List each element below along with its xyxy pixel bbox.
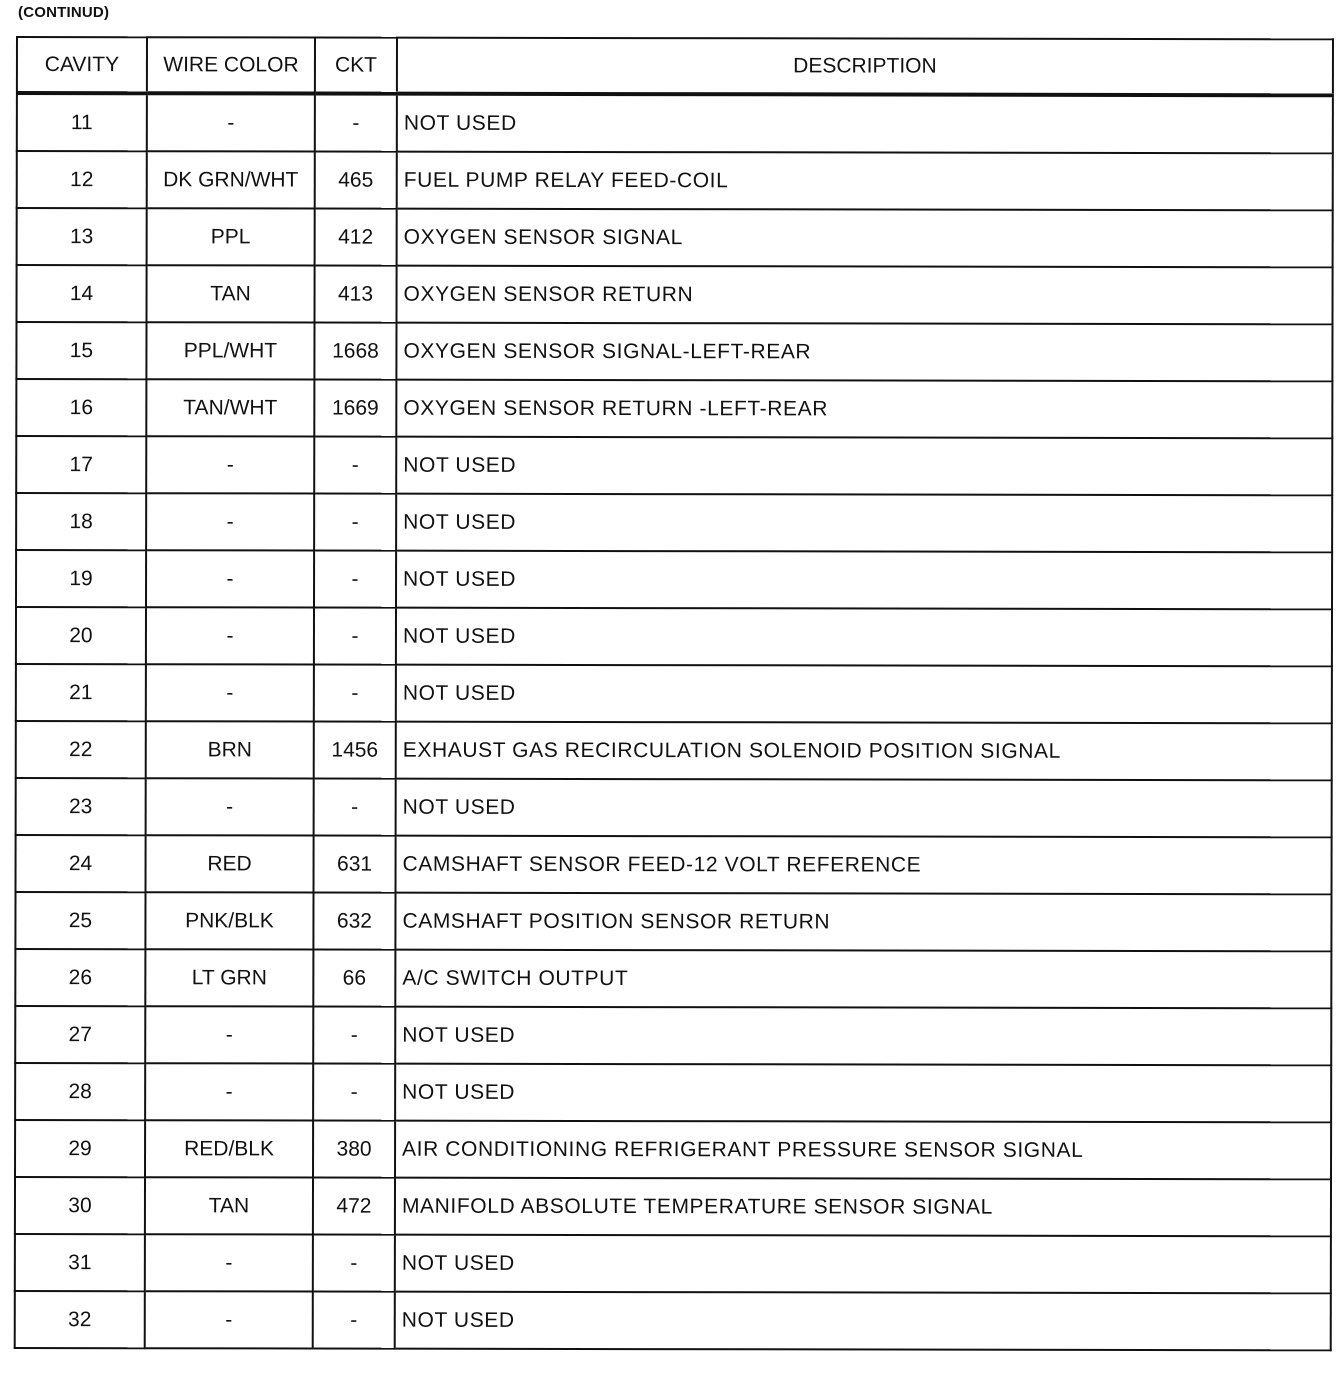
header-ckt: CKT — [315, 38, 397, 94]
cell-wire-color: - — [145, 1291, 313, 1348]
table-row — [15, 1006, 1331, 1065]
cell-cavity: 28 — [15, 1063, 145, 1120]
cell-description: NOT USED — [395, 1292, 1331, 1351]
table-row — [17, 151, 1333, 210]
cell-description: OXYGEN SENSOR RETURN -LEFT-REAR — [396, 380, 1332, 439]
cell-wire-color: TAN — [147, 265, 315, 322]
table-body — [15, 93, 1333, 1350]
cell-ckt: 632 — [313, 893, 395, 950]
cell-wire-color: - — [146, 607, 314, 664]
table-row — [15, 1063, 1331, 1122]
cell-description: MANIFOLD ABSOLUTE TEMPERATURE SENSOR SIGNAL — [395, 1178, 1331, 1237]
cell-cavity: 29 — [15, 1120, 145, 1177]
table-row — [17, 93, 1333, 153]
cell-description: OXYGEN SENSOR SIGNAL-LEFT-REAR — [396, 323, 1332, 382]
cell-cavity: 24 — [16, 835, 146, 892]
table-row — [15, 1291, 1331, 1350]
cell-wire-color: TAN — [145, 1177, 313, 1234]
cell-cavity: 22 — [16, 721, 146, 778]
table-row — [16, 322, 1332, 381]
cell-cavity: 17 — [16, 436, 146, 493]
cell-description: NOT USED — [395, 1064, 1331, 1123]
cell-ckt: - — [313, 1064, 395, 1121]
cell-cavity: 14 — [17, 265, 147, 322]
cell-cavity: 26 — [15, 949, 145, 1006]
cell-description: FUEL PUMP RELAY FEED-COIL — [397, 152, 1333, 211]
cell-ckt: - — [313, 1007, 395, 1064]
table-row — [16, 835, 1332, 894]
cell-ckt: - — [314, 665, 396, 722]
cell-wire-color: - — [146, 493, 314, 550]
cell-ckt: - — [314, 437, 396, 494]
cell-cavity: 18 — [16, 493, 146, 550]
cell-wire-color: BRN — [146, 721, 314, 778]
cell-ckt: - — [314, 494, 396, 551]
cell-description: NOT USED — [397, 94, 1333, 154]
cell-cavity: 15 — [16, 322, 146, 379]
cell-ckt: 1668 — [314, 323, 396, 380]
table-header — [17, 37, 1333, 95]
cell-ckt: 1669 — [314, 380, 396, 437]
table-row — [16, 493, 1332, 552]
cell-cavity: 13 — [17, 208, 147, 265]
cell-description: OXYGEN SENSOR SIGNAL — [397, 209, 1333, 268]
header-description: DESCRIPTION — [397, 38, 1333, 96]
cell-description: NOT USED — [396, 608, 1332, 667]
cell-description: NOT USED — [395, 1235, 1331, 1294]
cell-description: AIR CONDITIONING REFRIGERANT PRESSURE SENSOR SIGNAL — [395, 1121, 1331, 1180]
cell-ckt: 380 — [313, 1121, 395, 1178]
table-row — [16, 721, 1332, 780]
cell-description: NOT USED — [395, 1007, 1331, 1066]
cell-cavity: 32 — [15, 1291, 145, 1348]
cell-description: OXYGEN SENSOR RETURN — [397, 266, 1333, 325]
cell-description: CAMSHAFT SENSOR FEED-12 VOLT REFERENCE — [396, 836, 1332, 895]
table-row — [17, 265, 1333, 324]
cell-ckt: - — [314, 551, 396, 608]
table-row — [15, 892, 1331, 951]
cell-cavity: 12 — [17, 151, 147, 208]
cell-wire-color: - — [145, 1006, 313, 1063]
cell-wire-color: - — [146, 550, 314, 607]
cell-description: NOT USED — [396, 437, 1332, 496]
cell-ckt: - — [314, 608, 396, 665]
table-row — [16, 550, 1332, 609]
cell-cavity: 25 — [15, 892, 145, 949]
table-row — [15, 1177, 1331, 1236]
cell-wire-color: - — [146, 778, 314, 835]
table-row — [17, 208, 1333, 267]
cell-cavity: 21 — [16, 664, 146, 721]
cell-description: A/C SWITCH OUTPUT — [395, 950, 1331, 1009]
header-cavity: CAVITY — [17, 37, 147, 93]
cell-wire-color: DK GRN/WHT — [147, 151, 315, 208]
cell-wire-color: PNK/BLK — [145, 892, 313, 949]
cell-ckt: - — [314, 779, 396, 836]
cell-wire-color: - — [147, 93, 315, 151]
table-row — [16, 607, 1332, 666]
cell-wire-color: PPL — [147, 208, 315, 265]
cell-description: NOT USED — [396, 665, 1332, 724]
cell-ckt: 472 — [313, 1178, 395, 1235]
cell-cavity: 11 — [17, 93, 147, 151]
cell-ckt: 412 — [315, 209, 397, 266]
cell-wire-color: - — [146, 664, 314, 721]
cell-wire-color: PPL/WHT — [146, 322, 314, 379]
table-row — [16, 778, 1332, 837]
cell-description: NOT USED — [396, 494, 1332, 553]
cell-cavity: 16 — [16, 379, 146, 436]
cell-wire-color: RED — [146, 835, 314, 892]
cell-ckt: 66 — [313, 950, 395, 1007]
page-caption: (CONTINUD) — [18, 4, 110, 21]
cell-wire-color: LT GRN — [145, 949, 313, 1006]
table-row — [16, 664, 1332, 723]
cell-cavity: 23 — [16, 778, 146, 835]
table-row — [15, 949, 1331, 1008]
table-row — [15, 1120, 1331, 1179]
table-row — [16, 436, 1332, 495]
cell-cavity: 30 — [15, 1177, 145, 1234]
connector-pinout-table — [14, 36, 1334, 1351]
cell-description: EXHAUST GAS RECIRCULATION SOLENOID POSITION SIGNAL — [396, 722, 1332, 781]
cell-ckt: 413 — [315, 266, 397, 323]
cell-ckt: - — [313, 1235, 395, 1292]
cell-wire-color: - — [145, 1063, 313, 1120]
cell-description: NOT USED — [396, 551, 1332, 610]
cell-description: CAMSHAFT POSITION SENSOR RETURN — [395, 893, 1331, 952]
cell-ckt: - — [313, 1292, 395, 1349]
cell-cavity: 19 — [16, 550, 146, 607]
cell-description: NOT USED — [396, 779, 1332, 838]
cell-cavity: 31 — [15, 1234, 145, 1291]
cell-cavity: 20 — [16, 607, 146, 664]
header-wire-color: WIRE COLOR — [147, 37, 315, 93]
cell-ckt: - — [315, 94, 397, 152]
cell-wire-color: - — [145, 1234, 313, 1291]
table-row — [15, 1234, 1331, 1293]
cell-ckt: 631 — [314, 836, 396, 893]
cell-cavity: 27 — [15, 1006, 145, 1063]
cell-wire-color: TAN/WHT — [146, 379, 314, 436]
cell-ckt: 1456 — [314, 722, 396, 779]
cell-wire-color: RED/BLK — [145, 1120, 313, 1177]
cell-ckt: 465 — [315, 152, 397, 209]
table-row — [16, 379, 1332, 438]
header-row — [17, 37, 1333, 95]
cell-wire-color: - — [146, 436, 314, 493]
